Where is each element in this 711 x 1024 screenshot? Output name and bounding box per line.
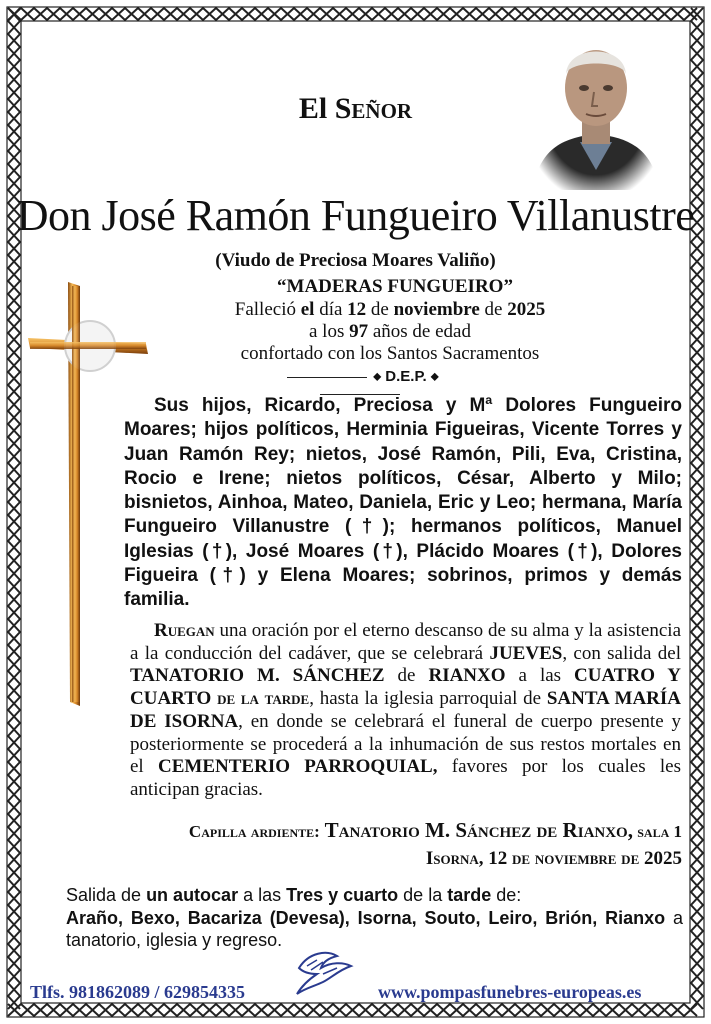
family-list: Sus hijos, Ricardo, Preciosa y Mª Dolores Fungueiro Moares; hijos políticos, Herminia Figueiras, Vicente Torres y Juan Ramón Rey; nietos, José Ramón, Pili, Eva, Cristina, Rocio e Irene; nietos políticos, César, Alberto y Milo; bisnietos, Ainhoa, Mateo, Daniela, Eric y Leo; hermana, María Fungueiro Villanustre (†); hermanos políticos, Manuel Iglesias (†), José Moares (†), Plácido Moares (†), Dolores Figueira (†) y Elena Moares; sobrinos, primos y demás familia. xyxy=(124,395,682,611)
rip-label: D.E.P. xyxy=(385,368,427,385)
bus-info: Salida de un autocar a las Tres y cuarto de la tarde de: Araño, Bexo, Bacariza (Devesa), Isorna, Souto, Leiro, Brión, Rianxo a tanatorio, iglesia y regreso. xyxy=(66,885,684,950)
honorific-heading: El Señor xyxy=(298,92,413,125)
nickname: “MADERAS FUNGUEIRO” xyxy=(277,276,513,297)
rip-divider: ◆ D.E.P. ◆ xyxy=(240,368,480,402)
place-date: Isorna, 12 de noviembre de 2025 xyxy=(425,848,682,869)
deceased-name: Don José Ramón Fungueiro Villanustre xyxy=(16,191,695,240)
phone-numbers: Tlfs. 981862089 / 629854335 xyxy=(30,982,246,1002)
dove-icon xyxy=(293,948,355,998)
chapel-info: Capilla ardiente: Tanatorio M. Sánchez de Rianxo, sala 1 xyxy=(188,818,682,842)
widower-note: (Viudo de Preciosa Moares Valiño) xyxy=(215,250,496,271)
portrait-photo xyxy=(530,30,662,190)
website-link[interactable]: www.pompasfunebres-europeas.es xyxy=(378,982,642,1002)
death-info: Falleció el día 12 de noviembre de 2025 a los 97 años de edad confortado con los Santos Sacramentos xyxy=(234,299,546,364)
funeral-request: Ruegan una oración por el eterno descanso de su alma y la asistencia a la conducción del cadáver, que se celebrará JUEVES, con salida del TANATORIO M. SÁNCHEZ de RIANXO a las CUATRO Y CUARTO de la tarde, hasta la iglesia parroquial de SANTA MARÍA DE ISORNA, en donde se celebrará el funeral de cuerpo presente y posteriormente se procederá a la inhumación de sus restos mortales en el CEMENTERIO PARROQUIAL, favores por los cuales les anticipan gracias. xyxy=(130,620,682,800)
